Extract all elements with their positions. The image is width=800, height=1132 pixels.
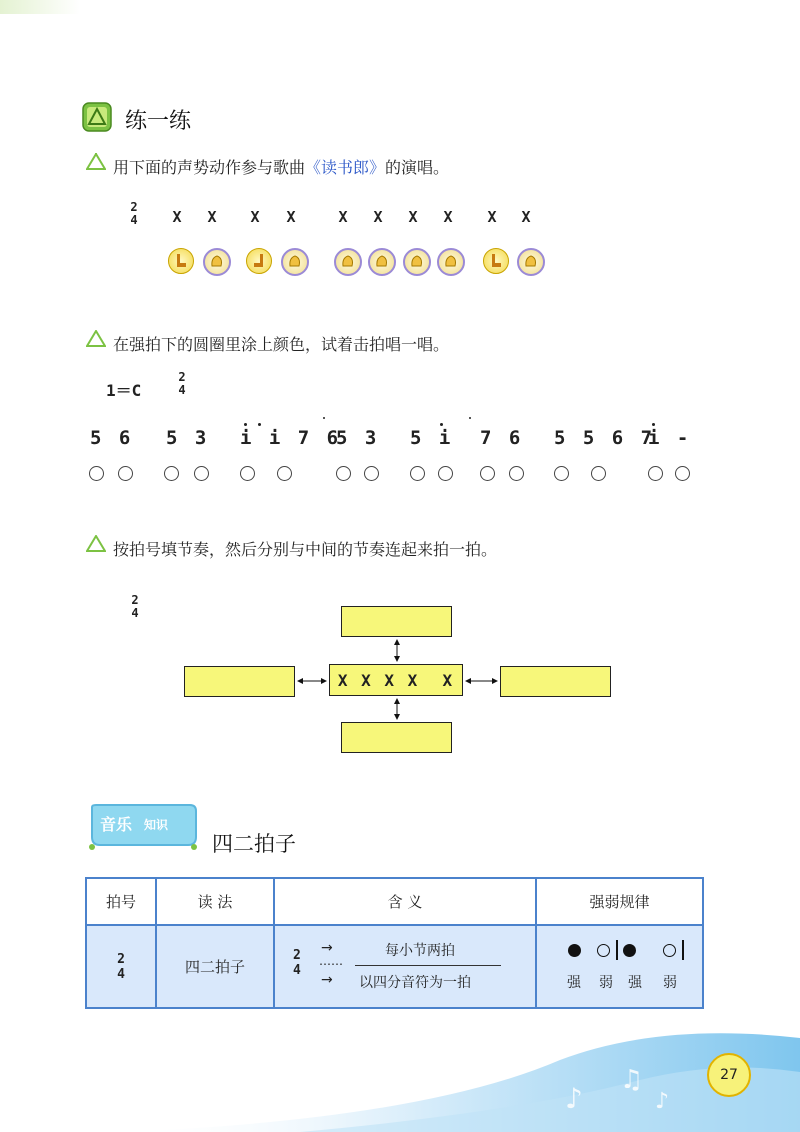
measure: i - [648, 427, 692, 449]
dots-leader: …… [319, 954, 343, 968]
header-reading: 读 法 [156, 878, 274, 925]
header-meaning: 含 义 [274, 878, 536, 925]
svg-text:♫: ♫ [620, 1065, 644, 1095]
rhythm-x: X [487, 208, 497, 226]
badge-sub: 知识 [144, 818, 169, 832]
measure: i i 7 6 [240, 427, 342, 449]
svg-text:♪: ♪ [565, 1082, 583, 1115]
knowledge-badge [86, 803, 198, 851]
meter-bottom: 4 [131, 606, 139, 620]
cell-meter [86, 925, 156, 1008]
barline [616, 940, 618, 960]
pattern-label: 强 [628, 975, 642, 991]
task1-suffix: 的演唱。 [385, 158, 450, 177]
knowledge-title: 四二拍子 [212, 832, 296, 856]
bottom-wave-decoration [0, 1020, 800, 1132]
measure: 5 3 [166, 427, 210, 449]
page-number-badge [707, 1053, 751, 1097]
arrow-icon: → [321, 972, 333, 988]
measure: 5 i [410, 427, 454, 449]
table-row [86, 925, 703, 1008]
task3-instruction: 按拍号填节奏，然后分别与中间的节奏连起来拍一拍。 [113, 540, 498, 559]
page-number: 27 [720, 1067, 738, 1083]
rhythm-x: X [338, 208, 348, 226]
barline [682, 940, 684, 960]
cell-meaning [274, 925, 536, 1008]
meter-bottom: 4 [130, 213, 138, 227]
badge-main: 音乐 [100, 815, 133, 834]
task2-instruction: 在强拍下的圆圈里涂上颜色，试着击拍唱一唱。 [113, 335, 450, 354]
header-pattern: 强弱规律 [536, 878, 703, 925]
rhythm-x: X [207, 208, 217, 226]
strong-beat-dot [568, 944, 581, 957]
meter-top: 2 [293, 948, 301, 963]
measure: 5 5 6 7 [554, 427, 656, 449]
weak-beat-dot [597, 944, 610, 957]
meter-top: 2 [131, 593, 139, 607]
key-signature: 1＝C [106, 381, 142, 400]
rhythm-x: X [443, 208, 453, 226]
header-meter: 拍号 [86, 878, 156, 925]
meter-bottom: 4 [178, 383, 186, 397]
measure: 5 6 [90, 427, 134, 449]
rhythm-x: X [521, 208, 531, 226]
meter-top: 2 [130, 200, 138, 214]
center-rhythm: X X X X X [337, 670, 455, 690]
knowledge-table [85, 877, 704, 1009]
measure: 5 3 [336, 427, 380, 449]
meaning-top: 每小节两拍 [385, 943, 455, 959]
rhythm-x: X [408, 208, 418, 226]
pattern-label: 弱 [663, 975, 677, 991]
pattern-label: 强 [567, 975, 581, 991]
task1-prefix: 用下面的声势动作参与歌曲 [113, 158, 306, 177]
measure: 7 6 [480, 427, 524, 449]
meaning-bottom: 以四分音符为一拍 [359, 975, 471, 991]
meter-top: 2 [117, 951, 125, 967]
meter-bottom: 4 [117, 966, 125, 982]
fraction-line [355, 965, 501, 966]
cell-pattern [536, 925, 703, 1008]
rhythm-x: X [286, 208, 296, 226]
arrow-icon: → [321, 940, 333, 956]
cell-reading: 四二拍子 [156, 925, 274, 1008]
exercise-title: 练一练 [125, 109, 192, 134]
weak-beat-dot [663, 944, 676, 957]
rhythm-x: X [373, 208, 383, 226]
rhythm-x: X [250, 208, 260, 226]
song-title: 《读书郎》 [305, 158, 386, 177]
rhythm-x: X [172, 208, 182, 226]
meter-top: 2 [178, 370, 186, 384]
table-header-row [86, 878, 703, 925]
meter-bottom: 4 [293, 963, 301, 978]
pattern-label: 弱 [599, 975, 613, 991]
strong-beat-dot [623, 944, 636, 957]
svg-text:♪: ♪ [655, 1089, 670, 1114]
